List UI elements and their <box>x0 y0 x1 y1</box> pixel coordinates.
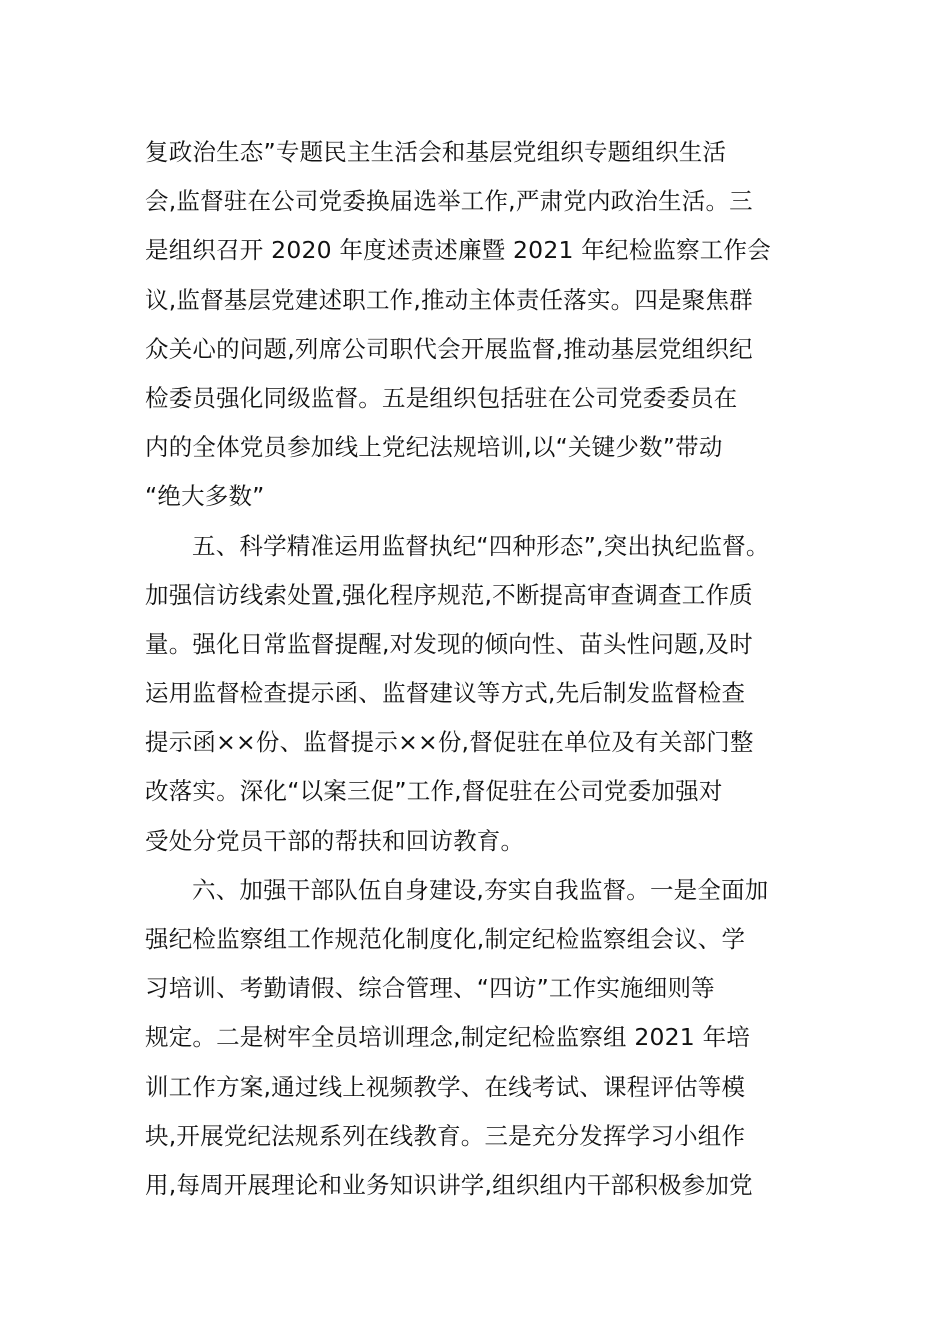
text-line: 用,每周开展理论和业务知识讲学,组织组内干部积极参加党 <box>145 1170 753 1199</box>
text-line: 训工作方案,通过线上视频教学、在线考试、课程评估等模 <box>145 1072 746 1101</box>
text-line: 复政治生态”专题民主生活会和基层党组织专题组织生活 <box>145 138 727 166</box>
text-line: 受处分党员干部的帮扶和回访教育。 <box>145 826 525 855</box>
text-line: 是组织召开 2020 年度述责述廉暨 2021 年纪检监察工作会 <box>145 236 771 265</box>
text-line-indented: 五、科学精准运用监督执纪“四种形态”,突出执纪监督。 <box>192 531 770 560</box>
text-line: 改落实。深化“以案三促”工作,督促驻在公司党委加强对 <box>145 777 723 806</box>
document-body <box>145 128 810 1210</box>
text-line: 检委员强化同级监督。五是组织包括驻在公司党委委员在 <box>145 383 738 412</box>
paragraph-continuation <box>145 128 810 522</box>
paragraph-section-six <box>145 866 810 1210</box>
text-line: 内的全体党员参加线上党纪法规培训,以“关键少数”带动 <box>145 433 723 462</box>
text-line: 运用监督检查提示函、监督建议等方式,先后制发监督检查 <box>145 679 746 708</box>
text-line: “绝大多数” <box>145 482 265 511</box>
text-line: 强纪检监察组工作规范化制度化,制定纪检监察组会议、学 <box>145 925 746 953</box>
text-line: 规定。二是树牢全员培训理念,制定纪检监察组 2021 年培 <box>145 1023 751 1052</box>
text-line-indented: 六、加强干部队伍自身建设,夯实自我监督。一是全面加 <box>192 875 769 904</box>
text-line: 会,监督驻在公司党委换届选举工作,严肃党内政治生活。三 <box>145 187 753 216</box>
text-line: 提示函××份、监督提示××份,督促驻在单位及有关部门整 <box>145 728 754 757</box>
text-line: 习培训、考勤请假、综合管理、“四访”工作实施细则等 <box>145 974 715 1003</box>
text-line: 块,开展党纪法规系列在线教育。三是充分发挥学习小组作 <box>145 1121 746 1150</box>
text-line: 量。强化日常监督提醒,对发现的倾向性、苗头性问题,及时 <box>145 629 753 658</box>
text-line: 众关心的问题,列席公司职代会开展监督,推动基层党组织纪 <box>145 334 753 363</box>
text-line: 议,监督基层党建述职工作,推动主体责任落实。四是聚焦群 <box>145 285 753 314</box>
paragraph-section-five <box>145 522 810 866</box>
text-line: 加强信访线索处置,强化程序规范,不断提高审查调查工作质 <box>145 580 753 609</box>
